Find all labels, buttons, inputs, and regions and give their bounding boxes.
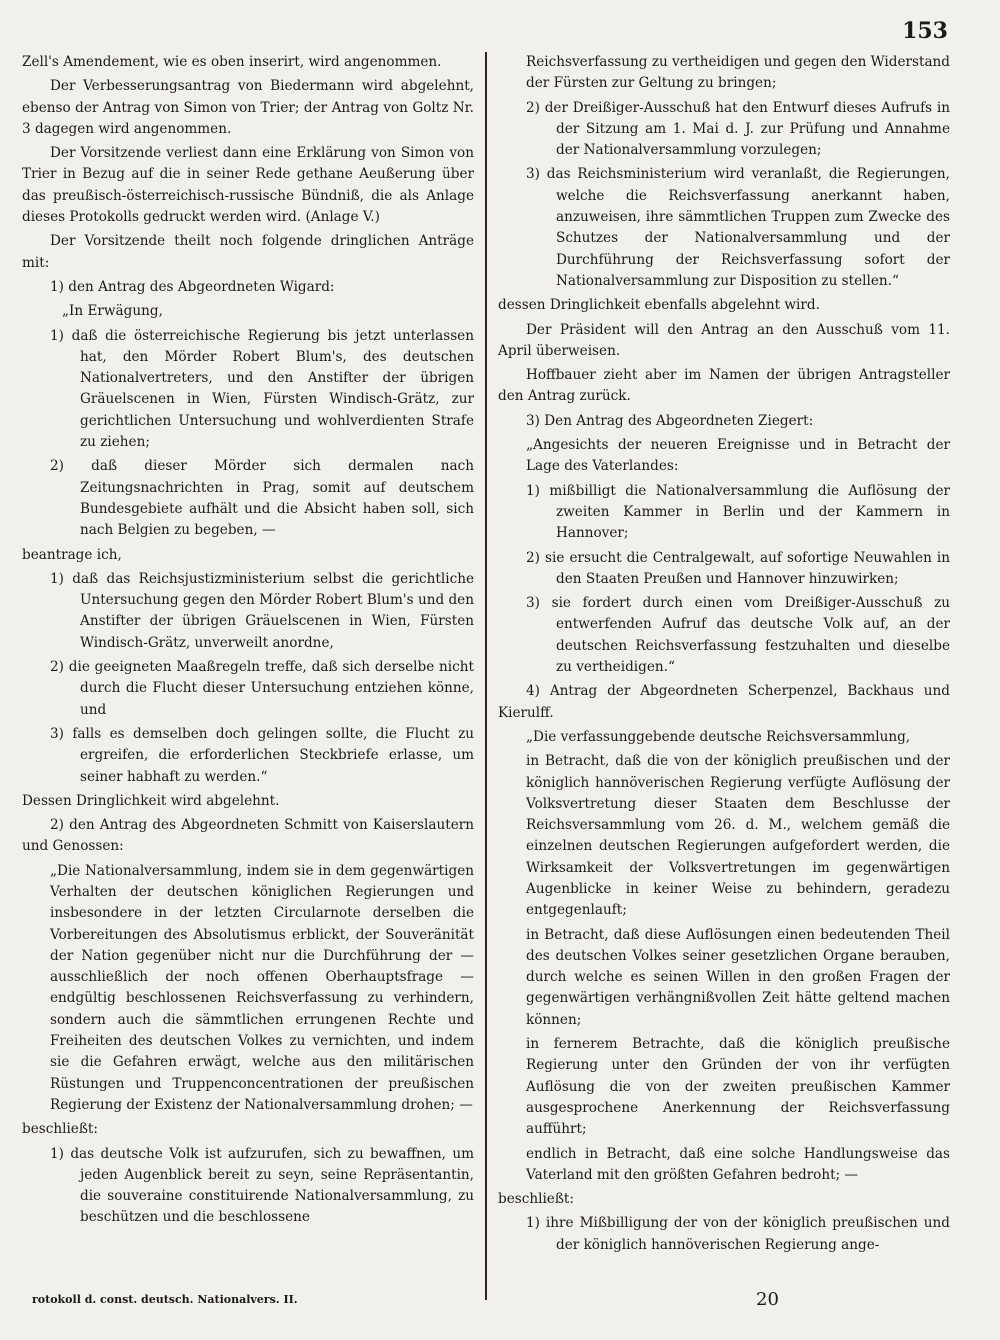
paragraph: Der Verbesserungsantrag von Biedermann wird abgelehnt, ebenso der Antrag von Simon von Trier; der Antrag von Goltz Nr. 3 dagegen wird angenommen. [22,78,474,137]
list-item: 2) der Dreißiger-Ausschuß hat den Entwurf dieses Aufrufs in der Sitzung am 1. Mai d. J. zur Prüfung und Annahme der Nationalversammlung vorzulegen; [526,99,950,159]
paragraph: 3) Den Antrag des Abgeordneten Ziegert: [526,412,814,429]
paragraph: 4) Antrag der Abgeordneten Scherpenzel, Backhaus und Kierulff. [498,683,950,721]
list-item: 3) sie fordert durch einen vom Dreißiger-Ausschuß zu entwerfenden Aufruf das deutsche Volk auf, an der deutschen Reichsverfassung festzuhalten und dieselbe zu vertheidigen.“ [526,595,950,676]
paragraph: beschließt: [498,1191,574,1208]
page-number: 153 [902,18,948,44]
paragraph: beantrage ich, [22,546,122,563]
paragraph: Hoffbauer zieht aber im Namen der übrigen Antragsteller den Antrag zurück. [498,367,950,405]
paragraph: dessen Dringlichkeit ebenfalls abgelehnt wird. [498,297,820,314]
right-column [498,52,950,1259]
list-item: 2) die geeigneten Maaßregeln treffe, daß sich derselbe nicht durch die Flucht dieser Untersuchung entziehen könne, und [50,659,474,718]
paragraph: Der Vorsitzende verliest dann eine Erklärung von Simon von Trier in Bezug auf die in seiner Rede gethane Aeußerung über das preußisch-österreichisch-russische Bündniß, die als Anlage dieses Protokolls gedruckt werden wird. (Anlage V.) [22,145,474,226]
list-item: 1) ihre Mißbilligung der von der königlich preußischen und der königlich hannöverischen Regierung ange- [526,1215,950,1253]
paragraph: beschließt: [22,1121,98,1138]
list-item: 2) daß dieser Mörder sich dermalen nach Zeitungsnachrichten in Prag, somit auf deutschem Bundesgebiete aufhält und die Absicht haben soll, sich nach Belgien zu begeben, — [50,458,474,539]
paragraph: Zell's Amendement, wie es oben inserirt, wird angenommen. [22,54,442,70]
paragraph: 2) den Antrag des Abgeordneten Schmitt von Kaiserslautern und Genossen: [22,817,474,855]
list-item: 3) falls es demselben doch gelingen sollte, die Flucht zu ergreifen, die erforderlichen Steckbriefe erlasse, um seiner habhaft zu werden.“ [50,725,474,785]
paragraph: Reichsverfassung zu vertheidigen und gegen den Widerstand der Fürsten zur Geltung zu bringen; [526,54,951,92]
paragraph: Dessen Dringlichkeit wird abgelehnt. [22,792,280,809]
list-item: 3) das Reichsministerium wird veranlaßt, die Regierungen, welche die Reichsverfassung anerkannt haben, anzuweisen, ihre sämmtlichen Truppen zum Zwecke des Schutzes der Nationalversammlung und der Durchführung der Reichsverfassung sofort der Nationalversammlung zur Disposition zu stellen.“ [526,166,950,289]
list-item: 2) sie ersucht die Centralgewalt, auf sofortige Neuwahlen in den Staaten Preußen und Hannover hinzuwirken; [526,549,950,587]
column-divider [485,52,487,1300]
paragraph: in Betracht, daß die von der königlich preußischen und der königlich hannöverischen Regierung verfügte Auflösung der Volksvertretung dieser Staaten dem Beschlusse der Reichsversammlung vom 26. d. M., welchem gemäß die einzelnen deutschen Regierungen aufgefordert werden, die Wirksamkeit der Volksvertretungen im gegenwärtigen Augenblicke in keiner Weise zu behindern, geradezu entgegenlauft; [526,753,950,919]
footer-signature: rotokoll d. const. deutsch. Nationalvers. II. [32,1293,298,1306]
left-column [22,52,474,1232]
paragraph: in Betracht, daß diese Auflösungen einen bedeutenden Theil des deutschen Volkes seiner gesetzlichen Organe berauben, durch welche es seinen Willen in den großen Fragen der gegenwärtigen verhängnißvollen Zeit hätte geltend machen können; [526,926,950,1028]
list-item: 1) mißbilligt die Nationalversammlung die Auflösung der zweiten Kammer in Berlin und der Kammern in Hannover; [526,482,950,542]
footer-sheet-number: 20 [756,1289,779,1310]
paragraph: endlich in Betracht, daß eine solche Handlungsweise das Vaterland mit den größten Gefahren bedroht; — [526,1145,950,1183]
paragraph: „Die verfassunggebende deutsche Reichsversammlung, [526,728,911,745]
paragraph: Der Vorsitzende theilt noch folgende dringlichen Anträge mit: [22,233,474,271]
paragraph: in fernerem Betrachte, daß die königlich preußische Regierung unter den Gründen der von ihr verfügten Auflösung die von der zweiten preußischen Kammer ausgesprochene Anerkennung der Reichsverfassung aufführt; [526,1036,950,1138]
paragraph: „Die Nationalversammlung, indem sie in dem gegenwärtigen Verhalten der deutschen königlichen Regierungen und insbesondere in der letzten Circularnote derselben die Vorbereitungen des Absolutismus erblickt, der Souveränität der Nation gegenüber nicht nur die Durchführung der — ausschließlich der noch offenen Oberhauptsfrage — endgültig beschlossenen Reichsverfassung zu verhindern, sondern auch die sämmtlichen errungenen Rechte und Freiheiten des deutschen Volkes zu vernichten, und indem sie die Gefahren erwägt, welche aus den militärischen Rüstungen und Truppenconcentrationen der preußischen Regierung der Existenz der Nationalversammlung drohen; — [50,862,474,1113]
paragraph: „In Erwägung, [62,303,163,320]
list-item: 1) das deutsche Volk ist aufzurufen, sich zu bewaffnen, um jeden Augenblick bereit zu seyn, seine Repräsentantin, die souveraine constituirende Nationalversammlung, zu beschützen und die beschlossene [50,1145,474,1226]
list-item: 1) daß das Reichsjustizministerium selbst die gerichtliche Untersuchung gegen den Mörder Robert Blum's und den Anstifter der übrigen Gräuelscenen in Wien, Fürsten Windisch-Grätz, unverweilt anordne, [50,570,474,651]
paragraph: Der Präsident will den Antrag an den Ausschuß vom 11. April überweisen. [498,321,950,359]
paragraph: „Angesichts der neueren Ereignisse und in Betracht der Lage des Vaterlandes: [526,437,950,475]
list-item: 1) daß die österreichische Regierung bis jetzt unterlassen hat, den Mörder Robert Blum's, des deutschen Nationalvertreters, und den Anstifter der übrigen Gräuelscenen in Wien, Fürsten Windisch-Grätz, zur gerichtlichen Untersuchung und wohlverdienten Strafe zu ziehen; [50,327,474,451]
paragraph: 1) den Antrag des Abgeordneten Wigard: [50,278,335,295]
